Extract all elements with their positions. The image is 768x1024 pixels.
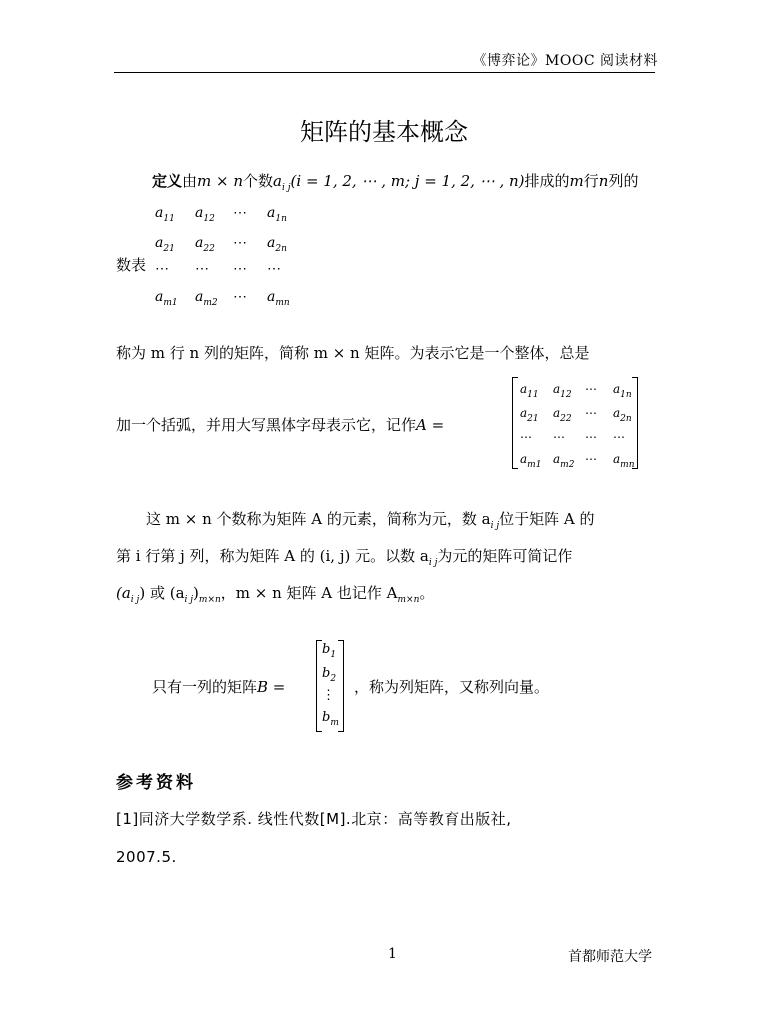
number-array [155,205,305,315]
para2-line1: 称为 m 行 n 列的矩阵，简称 m × n 矩阵。为表示它是一个整体，总是 [116,344,590,362]
para2-line2: 加一个括弧，并用大写黑体字母表示它，记作A = [116,416,445,434]
references-heading: 参考资料 [116,773,196,793]
column-vector [322,642,340,732]
column-prefix: 只有一列的矩阵B = [152,678,286,696]
matrix-entry: $a_{2n}$ [613,406,632,424]
matrix-entry: $a_{m1}$ [155,289,178,308]
reference-item-1-cont: 2007.5. [116,848,177,866]
matrix-entry: ⋮ [322,688,335,703]
para3-line2: 第 i 行第 j 列，称为矩阵 A 的 (i, j) 元。以数 $a_{i j}$为元的矩阵可简记作 [116,547,573,568]
matrix-entry: $b_1$ [322,642,337,660]
matrix-entry: $b_2$ [322,666,337,684]
matrix-a [520,382,635,470]
matrix-entry: ⋯ [267,261,281,277]
reference-item-1: [1]同济大学数学系. 线性代数[M].北京：高等教育出版社, [116,810,512,828]
matrix-entry: ⋯ [585,452,597,466]
table-label: 数表 [116,256,147,274]
matrix-entry: $a_{11}$ [520,382,539,400]
matrix-entry: ⋯ [585,382,597,396]
matrix-entry: $a_{12}$ [553,382,572,400]
matrix-entry: $a_{11}$ [155,205,175,224]
matrix-entry: ⋯ [585,406,597,420]
matrix-entry: $a_{m2}$ [195,289,218,308]
matrix-entry: ⋯ [585,430,597,444]
para3-line3: $(a_{i j})$ 或 $(a_{i j})_{m\times n}$，m × n 矩阵 A 也记作 $A_{m\times n}$。 [116,584,435,605]
para3-line1: 这 m × n 个数称为矩阵 A 的元素，简称为元，数 $a_{i j}$位于矩阵 A 的 [146,510,595,531]
matrix-entry: ⋯ [155,261,169,277]
matrix-entry: ⋯ [233,289,247,305]
matrix-entry: ⋯ [613,430,625,444]
matrix-entry: $a_{mn}$ [267,289,290,308]
matrix-entry: $a_{22}$ [195,235,215,254]
matrix-entry: $a_{21}$ [155,235,175,254]
page-title: 矩阵的基本概念 [300,118,468,146]
matrix-entry: $a_{22}$ [553,406,572,424]
matrix-entry: ⋯ [233,261,247,277]
column-suffix: ，称为列矩阵，又称列向量。 [354,678,550,696]
matrix-entry: ⋯ [233,205,247,221]
definition-line: 定义由m × n个数$a_{i j}(i = 1$, 2, ⋯ , m; j = 1, 2, ⋯ , n)排成的m行n列的 [152,172,639,193]
matrix-entry: $a_{mn}$ [613,452,635,470]
matrix-entry: $a_{m2}$ [553,452,575,470]
matrix-entry: $a_{1n}$ [267,205,287,224]
definition-label: 定义 [152,172,183,190]
matrix-entry: $a_{1n}$ [613,382,632,400]
matrix-entry: ⋯ [553,430,565,444]
header-rule [114,72,655,73]
matrix-entry: ⋯ [233,235,247,251]
matrix-entry: $a_{21}$ [520,406,539,424]
footer-institution: 首都师范大学 [568,949,652,965]
page-number: 1 [388,946,397,962]
running-header: 《博弈论》MOOC 阅读材料 [472,53,658,69]
matrix-entry: ⋯ [195,261,209,277]
matrix-entry: ⋯ [520,430,532,444]
matrix-entry: $a_{12}$ [195,205,215,224]
matrix-entry: $b_m$ [322,710,339,728]
matrix-entry: $a_{2n}$ [267,235,287,254]
matrix-entry: $a_{m1}$ [520,452,542,470]
matrix-left-bracket [512,377,518,469]
